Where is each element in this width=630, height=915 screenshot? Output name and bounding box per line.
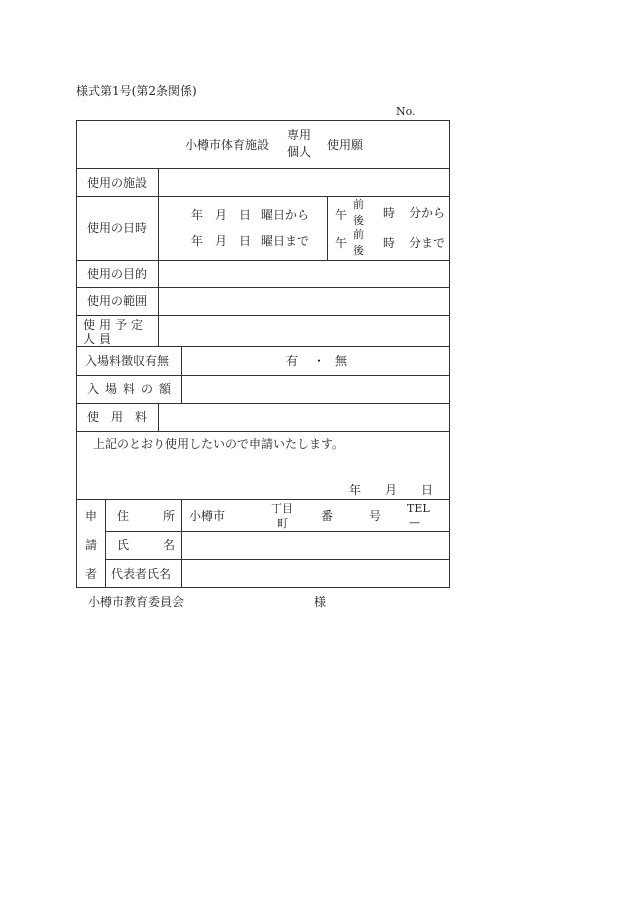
label-admission-fee-amount: 入場料の額 — [87, 382, 178, 396]
from-am: 前 — [353, 198, 364, 211]
admission-yes: 有 — [286, 354, 299, 368]
applicant-label-3: 者 — [85, 567, 98, 581]
document-number-label: No. — [396, 105, 416, 118]
form-title-suffix: 使用願 — [327, 138, 364, 152]
label-datetime: 使用の日時 — [87, 221, 148, 235]
to-hour: 時 — [383, 236, 396, 250]
recipient-honorific: 様 — [314, 595, 327, 609]
tel-label: TEL — [407, 502, 430, 515]
statement-day: 日 — [421, 483, 434, 497]
admission-separator: ・ — [313, 354, 326, 368]
form-title-prefix: 小樽市体育施設 — [185, 138, 270, 152]
address-label-second: 所 — [163, 509, 176, 523]
name-label-second: 名 — [163, 538, 176, 552]
label-usage-fee: 使用料 — [87, 410, 160, 424]
to-minute: 分まで — [409, 236, 446, 250]
from-year: 年 — [191, 208, 204, 222]
label-facility: 使用の施設 — [87, 176, 148, 190]
applicant-label-1: 申 — [85, 509, 98, 523]
admission-no: 無 — [335, 354, 348, 368]
to-am: 前 — [353, 228, 364, 241]
from-month: 月 — [215, 208, 228, 222]
to-am-pm: 午 — [335, 236, 348, 250]
address-machi: 町 — [277, 517, 288, 530]
from-weekday: 曜日から — [261, 208, 310, 222]
to-day: 日 — [239, 234, 252, 248]
title-option-exclusive: 専用 — [287, 128, 312, 142]
applicant-label-2: 請 — [85, 538, 98, 552]
to-pm: 後 — [353, 244, 364, 257]
label-purpose: 使用の目的 — [87, 267, 148, 281]
label-scope: 使用の範囲 — [87, 294, 148, 308]
address-label-first: 住 — [117, 509, 130, 523]
form-number-label: 様式第1号(第2条関係) — [76, 84, 197, 98]
address-go: 号 — [369, 509, 382, 523]
from-pm: 後 — [353, 214, 364, 227]
statement-year: 年 — [349, 483, 362, 497]
address-ban: 番 — [321, 509, 334, 523]
address-chome: 丁目 — [271, 502, 293, 515]
representative-label: 代表者氏名 — [111, 567, 172, 581]
statement-month: 月 — [385, 483, 398, 497]
address-city: 小樽市 — [189, 509, 226, 523]
from-am-pm: 午 — [335, 208, 348, 222]
from-hour: 時 — [383, 206, 396, 220]
from-minute: 分から — [409, 206, 446, 220]
tel-dash: — — [409, 516, 420, 529]
recipient-label: 小樽市教育委員会 — [88, 595, 185, 609]
to-month: 月 — [215, 234, 228, 248]
label-planned-people: 使用予定人員 — [83, 318, 148, 346]
label-admission-fee-collected: 入場料徴収有無 — [85, 354, 170, 368]
application-statement: 上記のとおり使用したいので申請いたします。 — [93, 437, 345, 451]
application-form — [76, 120, 450, 588]
to-weekday: 曜日まで — [261, 234, 310, 248]
title-option-individual: 個人 — [287, 145, 312, 159]
name-label-first: 氏 — [117, 538, 130, 552]
to-year: 年 — [191, 234, 204, 248]
from-day: 日 — [239, 208, 252, 222]
